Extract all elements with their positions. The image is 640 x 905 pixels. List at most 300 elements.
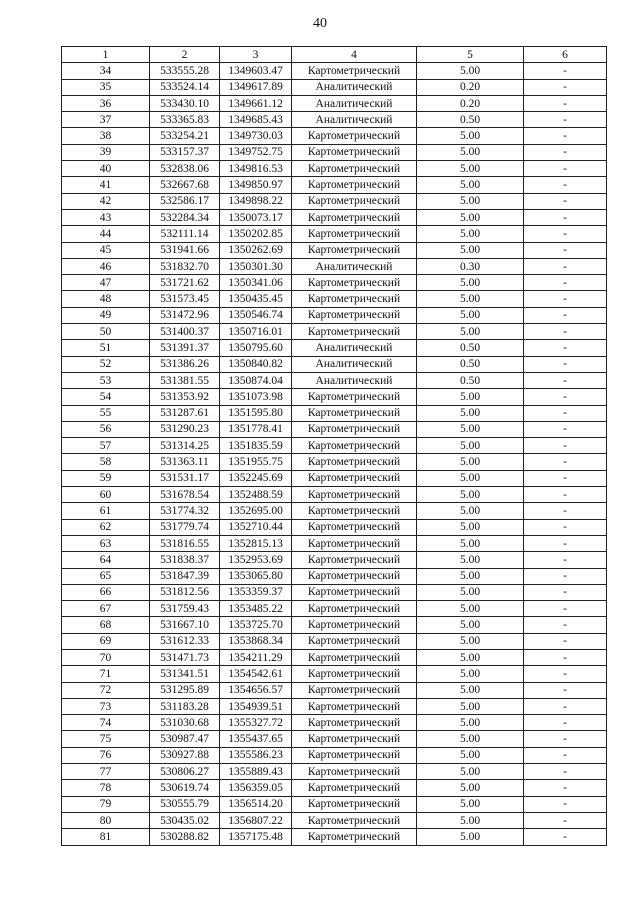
method-cell: Картометрический <box>292 454 417 470</box>
point-number-cell: 61 <box>62 503 150 519</box>
x-coordinate-cell: 530288.82 <box>150 829 220 845</box>
point-number-cell: 58 <box>62 454 150 470</box>
x-coordinate-cell: 531774.32 <box>150 503 220 519</box>
x-coordinate-cell: 531812.56 <box>150 584 220 600</box>
point-number-cell: 75 <box>62 731 150 747</box>
point-number-cell: 53 <box>62 372 150 388</box>
accuracy-cell: 5.00 <box>417 144 524 160</box>
note-cell: - <box>524 633 607 649</box>
x-coordinate-cell: 531341.51 <box>150 666 220 682</box>
x-coordinate-cell: 531847.39 <box>150 568 220 584</box>
y-coordinate-cell: 1354656.57 <box>220 682 292 698</box>
point-number-cell: 44 <box>62 226 150 242</box>
method-cell: Картометрический <box>292 812 417 828</box>
y-coordinate-cell: 1350341.06 <box>220 275 292 291</box>
table-row <box>62 731 607 747</box>
y-coordinate-cell: 1350073.17 <box>220 209 292 225</box>
table-row <box>62 454 607 470</box>
x-coordinate-cell: 533365.83 <box>150 112 220 128</box>
table-row <box>62 584 607 600</box>
y-coordinate-cell: 1349603.47 <box>220 63 292 79</box>
table-row <box>62 698 607 714</box>
point-number-cell: 77 <box>62 764 150 780</box>
note-cell: - <box>524 405 607 421</box>
method-cell: Аналитический <box>292 112 417 128</box>
point-number-cell: 67 <box>62 601 150 617</box>
point-number-cell: 69 <box>62 633 150 649</box>
accuracy-cell: 5.00 <box>417 421 524 437</box>
accuracy-cell: 0.50 <box>417 112 524 128</box>
method-cell: Аналитический <box>292 340 417 356</box>
note-cell: - <box>524 307 607 323</box>
y-coordinate-cell: 1354542.61 <box>220 666 292 682</box>
y-coordinate-cell: 1352710.44 <box>220 519 292 535</box>
point-number-cell: 80 <box>62 812 150 828</box>
note-cell: - <box>524 568 607 584</box>
accuracy-cell: 5.00 <box>417 291 524 307</box>
method-cell: Картометрический <box>292 503 417 519</box>
method-cell: Картометрический <box>292 568 417 584</box>
point-number-cell: 65 <box>62 568 150 584</box>
method-cell: Картометрический <box>292 780 417 796</box>
accuracy-cell: 5.00 <box>417 519 524 535</box>
x-coordinate-cell: 533254.21 <box>150 128 220 144</box>
x-coordinate-cell: 531290.23 <box>150 421 220 437</box>
x-coordinate-cell: 531353.92 <box>150 389 220 405</box>
method-cell: Картометрический <box>292 649 417 665</box>
table-row <box>62 63 607 79</box>
point-number-cell: 63 <box>62 535 150 551</box>
table-row <box>62 535 607 551</box>
x-coordinate-cell: 533524.14 <box>150 79 220 95</box>
method-cell: Картометрический <box>292 487 417 503</box>
table-row <box>62 242 607 258</box>
table-row <box>62 356 607 372</box>
method-cell: Картометрический <box>292 829 417 845</box>
method-cell: Аналитический <box>292 79 417 95</box>
table-row <box>62 470 607 486</box>
note-cell: - <box>524 421 607 437</box>
method-cell: Картометрический <box>292 438 417 454</box>
point-number-cell: 54 <box>62 389 150 405</box>
accuracy-cell: 5.00 <box>417 617 524 633</box>
table-row <box>62 812 607 828</box>
point-number-cell: 60 <box>62 487 150 503</box>
note-cell: - <box>524 226 607 242</box>
table-row <box>62 503 607 519</box>
y-coordinate-cell: 1355586.23 <box>220 747 292 763</box>
point-number-cell: 71 <box>62 666 150 682</box>
point-number-cell: 57 <box>62 438 150 454</box>
accuracy-cell: 5.00 <box>417 731 524 747</box>
accuracy-cell: 5.00 <box>417 470 524 486</box>
method-cell: Картометрический <box>292 405 417 421</box>
y-coordinate-cell: 1354211.29 <box>220 649 292 665</box>
x-coordinate-cell: 533430.10 <box>150 95 220 111</box>
y-coordinate-cell: 1354939.51 <box>220 698 292 714</box>
header-row <box>62 47 607 63</box>
y-coordinate-cell: 1353485.22 <box>220 601 292 617</box>
table-row <box>62 95 607 111</box>
header-cell-3: 3 <box>220 47 292 63</box>
table-row <box>62 275 607 291</box>
note-cell: - <box>524 649 607 665</box>
y-coordinate-cell: 1355889.43 <box>220 764 292 780</box>
note-cell: - <box>524 209 607 225</box>
method-cell: Картометрический <box>292 470 417 486</box>
y-coordinate-cell: 1353725.70 <box>220 617 292 633</box>
y-coordinate-cell: 1349617.89 <box>220 79 292 95</box>
note-cell: - <box>524 698 607 714</box>
x-coordinate-cell: 531295.89 <box>150 682 220 698</box>
method-cell: Картометрический <box>292 666 417 682</box>
header-cell-4: 4 <box>292 47 417 63</box>
point-number-cell: 46 <box>62 258 150 274</box>
y-coordinate-cell: 1356514.20 <box>220 796 292 812</box>
note-cell: - <box>524 764 607 780</box>
y-coordinate-cell: 1349898.22 <box>220 193 292 209</box>
table-row <box>62 226 607 242</box>
x-coordinate-cell: 531531.17 <box>150 470 220 486</box>
y-coordinate-cell: 1350546.74 <box>220 307 292 323</box>
table-row <box>62 161 607 177</box>
table-row <box>62 307 607 323</box>
x-coordinate-cell: 531363.11 <box>150 454 220 470</box>
accuracy-cell: 5.00 <box>417 552 524 568</box>
accuracy-cell: 0.50 <box>417 340 524 356</box>
point-number-cell: 76 <box>62 747 150 763</box>
method-cell: Картометрический <box>292 421 417 437</box>
note-cell: - <box>524 63 607 79</box>
point-number-cell: 51 <box>62 340 150 356</box>
accuracy-cell: 0.30 <box>417 258 524 274</box>
x-coordinate-cell: 531838.37 <box>150 552 220 568</box>
method-cell: Картометрический <box>292 519 417 535</box>
header-cell-2: 2 <box>150 47 220 63</box>
point-number-cell: 70 <box>62 649 150 665</box>
method-cell: Картометрический <box>292 698 417 714</box>
method-cell: Картометрический <box>292 715 417 731</box>
x-coordinate-cell: 533555.28 <box>150 63 220 79</box>
point-number-cell: 43 <box>62 209 150 225</box>
note-cell: - <box>524 829 607 845</box>
accuracy-cell: 5.00 <box>417 682 524 698</box>
y-coordinate-cell: 1351073.98 <box>220 389 292 405</box>
accuracy-cell: 5.00 <box>417 780 524 796</box>
point-number-cell: 52 <box>62 356 150 372</box>
table-row <box>62 601 607 617</box>
x-coordinate-cell: 531832.70 <box>150 258 220 274</box>
table-row <box>62 780 607 796</box>
table-row <box>62 519 607 535</box>
table-row <box>62 438 607 454</box>
y-coordinate-cell: 1350301.30 <box>220 258 292 274</box>
table-header <box>62 47 607 63</box>
y-coordinate-cell: 1350840.82 <box>220 356 292 372</box>
point-number-cell: 36 <box>62 95 150 111</box>
accuracy-cell: 5.00 <box>417 812 524 828</box>
point-number-cell: 74 <box>62 715 150 731</box>
point-number-cell: 39 <box>62 144 150 160</box>
y-coordinate-cell: 1353359.37 <box>220 584 292 600</box>
y-coordinate-cell: 1357175.48 <box>220 829 292 845</box>
method-cell: Картометрический <box>292 128 417 144</box>
point-number-cell: 59 <box>62 470 150 486</box>
accuracy-cell: 5.00 <box>417 307 524 323</box>
x-coordinate-cell: 530619.74 <box>150 780 220 796</box>
point-number-cell: 50 <box>62 324 150 340</box>
method-cell: Картометрический <box>292 633 417 649</box>
header-cell-1: 1 <box>62 47 150 63</box>
method-cell: Картометрический <box>292 291 417 307</box>
accuracy-cell: 5.00 <box>417 275 524 291</box>
method-cell: Картометрический <box>292 747 417 763</box>
point-number-cell: 38 <box>62 128 150 144</box>
y-coordinate-cell: 1350874.04 <box>220 372 292 388</box>
note-cell: - <box>524 242 607 258</box>
table-row <box>62 666 607 682</box>
x-coordinate-cell: 531287.61 <box>150 405 220 421</box>
table-body <box>62 63 607 845</box>
accuracy-cell: 5.00 <box>417 649 524 665</box>
x-coordinate-cell: 531314.25 <box>150 438 220 454</box>
y-coordinate-cell: 1352695.00 <box>220 503 292 519</box>
point-number-cell: 34 <box>62 63 150 79</box>
note-cell: - <box>524 340 607 356</box>
table-row <box>62 79 607 95</box>
accuracy-cell: 0.20 <box>417 79 524 95</box>
table-row <box>62 487 607 503</box>
method-cell: Картометрический <box>292 764 417 780</box>
note-cell: - <box>524 617 607 633</box>
method-cell: Аналитический <box>292 258 417 274</box>
table-row <box>62 112 607 128</box>
table-row <box>62 552 607 568</box>
accuracy-cell: 5.00 <box>417 715 524 731</box>
accuracy-cell: 5.00 <box>417 633 524 649</box>
table-row <box>62 405 607 421</box>
note-cell: - <box>524 470 607 486</box>
note-cell: - <box>524 812 607 828</box>
method-cell: Картометрический <box>292 242 417 258</box>
point-number-cell: 79 <box>62 796 150 812</box>
accuracy-cell: 5.00 <box>417 63 524 79</box>
point-number-cell: 37 <box>62 112 150 128</box>
y-coordinate-cell: 1351595.80 <box>220 405 292 421</box>
accuracy-cell: 5.00 <box>417 796 524 812</box>
method-cell: Картометрический <box>292 389 417 405</box>
note-cell: - <box>524 535 607 551</box>
y-coordinate-cell: 1353868.34 <box>220 633 292 649</box>
method-cell: Картометрический <box>292 682 417 698</box>
method-cell: Картометрический <box>292 63 417 79</box>
note-cell: - <box>524 747 607 763</box>
x-coordinate-cell: 531678.54 <box>150 487 220 503</box>
x-coordinate-cell: 531381.55 <box>150 372 220 388</box>
x-coordinate-cell: 532586.17 <box>150 193 220 209</box>
x-coordinate-cell: 532111.14 <box>150 226 220 242</box>
x-coordinate-cell: 530806.27 <box>150 764 220 780</box>
header-cell-6: 6 <box>524 47 607 63</box>
table-row <box>62 389 607 405</box>
accuracy-cell: 5.00 <box>417 747 524 763</box>
y-coordinate-cell: 1356359.05 <box>220 780 292 796</box>
table-row <box>62 372 607 388</box>
note-cell: - <box>524 128 607 144</box>
x-coordinate-cell: 531667.10 <box>150 617 220 633</box>
y-coordinate-cell: 1350795.60 <box>220 340 292 356</box>
method-cell: Картометрический <box>292 226 417 242</box>
accuracy-cell: 0.20 <box>417 95 524 111</box>
accuracy-cell: 5.00 <box>417 764 524 780</box>
table-row <box>62 796 607 812</box>
y-coordinate-cell: 1351835.59 <box>220 438 292 454</box>
point-number-cell: 42 <box>62 193 150 209</box>
y-coordinate-cell: 1356807.22 <box>220 812 292 828</box>
accuracy-cell: 5.00 <box>417 177 524 193</box>
y-coordinate-cell: 1352815.13 <box>220 535 292 551</box>
method-cell: Картометрический <box>292 552 417 568</box>
x-coordinate-cell: 530435.02 <box>150 812 220 828</box>
accuracy-cell: 5.00 <box>417 584 524 600</box>
point-number-cell: 78 <box>62 780 150 796</box>
y-coordinate-cell: 1350202.85 <box>220 226 292 242</box>
y-coordinate-cell: 1349816.53 <box>220 161 292 177</box>
method-cell: Картометрический <box>292 275 417 291</box>
y-coordinate-cell: 1350716.01 <box>220 324 292 340</box>
accuracy-cell: 0.50 <box>417 356 524 372</box>
accuracy-cell: 5.00 <box>417 324 524 340</box>
table-row <box>62 682 607 698</box>
table-row <box>62 747 607 763</box>
y-coordinate-cell: 1350262.69 <box>220 242 292 258</box>
table-row <box>62 193 607 209</box>
note-cell: - <box>524 144 607 160</box>
table-row <box>62 568 607 584</box>
note-cell: - <box>524 258 607 274</box>
x-coordinate-cell: 533157.37 <box>150 144 220 160</box>
point-number-cell: 55 <box>62 405 150 421</box>
method-cell: Картометрический <box>292 796 417 812</box>
table-row <box>62 633 607 649</box>
x-coordinate-cell: 531471.73 <box>150 649 220 665</box>
method-cell: Картометрический <box>292 144 417 160</box>
x-coordinate-cell: 531612.33 <box>150 633 220 649</box>
accuracy-cell: 5.00 <box>417 503 524 519</box>
note-cell: - <box>524 275 607 291</box>
accuracy-cell: 5.00 <box>417 128 524 144</box>
y-coordinate-cell: 1349685.43 <box>220 112 292 128</box>
method-cell: Картометрический <box>292 601 417 617</box>
point-number-cell: 62 <box>62 519 150 535</box>
method-cell: Картометрический <box>292 193 417 209</box>
table-row <box>62 421 607 437</box>
header-cell-5: 5 <box>417 47 524 63</box>
y-coordinate-cell: 1350435.45 <box>220 291 292 307</box>
point-number-cell: 49 <box>62 307 150 323</box>
note-cell: - <box>524 487 607 503</box>
x-coordinate-cell: 531759.43 <box>150 601 220 617</box>
y-coordinate-cell: 1349661.12 <box>220 95 292 111</box>
method-cell: Картометрический <box>292 177 417 193</box>
y-coordinate-cell: 1355437.65 <box>220 731 292 747</box>
note-cell: - <box>524 584 607 600</box>
accuracy-cell: 5.00 <box>417 829 524 845</box>
x-coordinate-cell: 531386.26 <box>150 356 220 372</box>
point-number-cell: 41 <box>62 177 150 193</box>
note-cell: - <box>524 503 607 519</box>
accuracy-cell: 5.00 <box>417 487 524 503</box>
note-cell: - <box>524 454 607 470</box>
point-number-cell: 56 <box>62 421 150 437</box>
x-coordinate-cell: 532284.34 <box>150 209 220 225</box>
point-number-cell: 48 <box>62 291 150 307</box>
accuracy-cell: 5.00 <box>417 454 524 470</box>
point-number-cell: 40 <box>62 161 150 177</box>
method-cell: Картометрический <box>292 209 417 225</box>
method-cell: Картометрический <box>292 731 417 747</box>
y-coordinate-cell: 1355327.72 <box>220 715 292 731</box>
accuracy-cell: 5.00 <box>417 389 524 405</box>
note-cell: - <box>524 601 607 617</box>
method-cell: Аналитический <box>292 372 417 388</box>
x-coordinate-cell: 531941.66 <box>150 242 220 258</box>
note-cell: - <box>524 291 607 307</box>
note-cell: - <box>524 715 607 731</box>
note-cell: - <box>524 372 607 388</box>
note-cell: - <box>524 438 607 454</box>
table-row <box>62 144 607 160</box>
x-coordinate-cell: 531400.37 <box>150 324 220 340</box>
note-cell: - <box>524 95 607 111</box>
y-coordinate-cell: 1349752.75 <box>220 144 292 160</box>
note-cell: - <box>524 79 607 95</box>
x-coordinate-cell: 531779.74 <box>150 519 220 535</box>
x-coordinate-cell: 530555.79 <box>150 796 220 812</box>
method-cell: Картометрический <box>292 161 417 177</box>
x-coordinate-cell: 532838.06 <box>150 161 220 177</box>
note-cell: - <box>524 356 607 372</box>
x-coordinate-cell: 530927.88 <box>150 747 220 763</box>
accuracy-cell: 5.00 <box>417 698 524 714</box>
point-number-cell: 72 <box>62 682 150 698</box>
table-row <box>62 128 607 144</box>
accuracy-cell: 5.00 <box>417 161 524 177</box>
x-coordinate-cell: 531030.68 <box>150 715 220 731</box>
x-coordinate-cell: 531391.37 <box>150 340 220 356</box>
method-cell: Картометрический <box>292 584 417 600</box>
accuracy-cell: 5.00 <box>417 601 524 617</box>
x-coordinate-cell: 531816.55 <box>150 535 220 551</box>
point-number-cell: 66 <box>62 584 150 600</box>
note-cell: - <box>524 731 607 747</box>
method-cell: Картометрический <box>292 535 417 551</box>
note-cell: - <box>524 666 607 682</box>
note-cell: - <box>524 193 607 209</box>
method-cell: Аналитический <box>292 356 417 372</box>
table-row <box>62 209 607 225</box>
note-cell: - <box>524 389 607 405</box>
x-coordinate-cell: 531183.28 <box>150 698 220 714</box>
accuracy-cell: 5.00 <box>417 226 524 242</box>
accuracy-cell: 5.00 <box>417 405 524 421</box>
note-cell: - <box>524 161 607 177</box>
point-number-cell: 64 <box>62 552 150 568</box>
table-row <box>62 291 607 307</box>
y-coordinate-cell: 1349850.97 <box>220 177 292 193</box>
note-cell: - <box>524 324 607 340</box>
point-number-cell: 47 <box>62 275 150 291</box>
